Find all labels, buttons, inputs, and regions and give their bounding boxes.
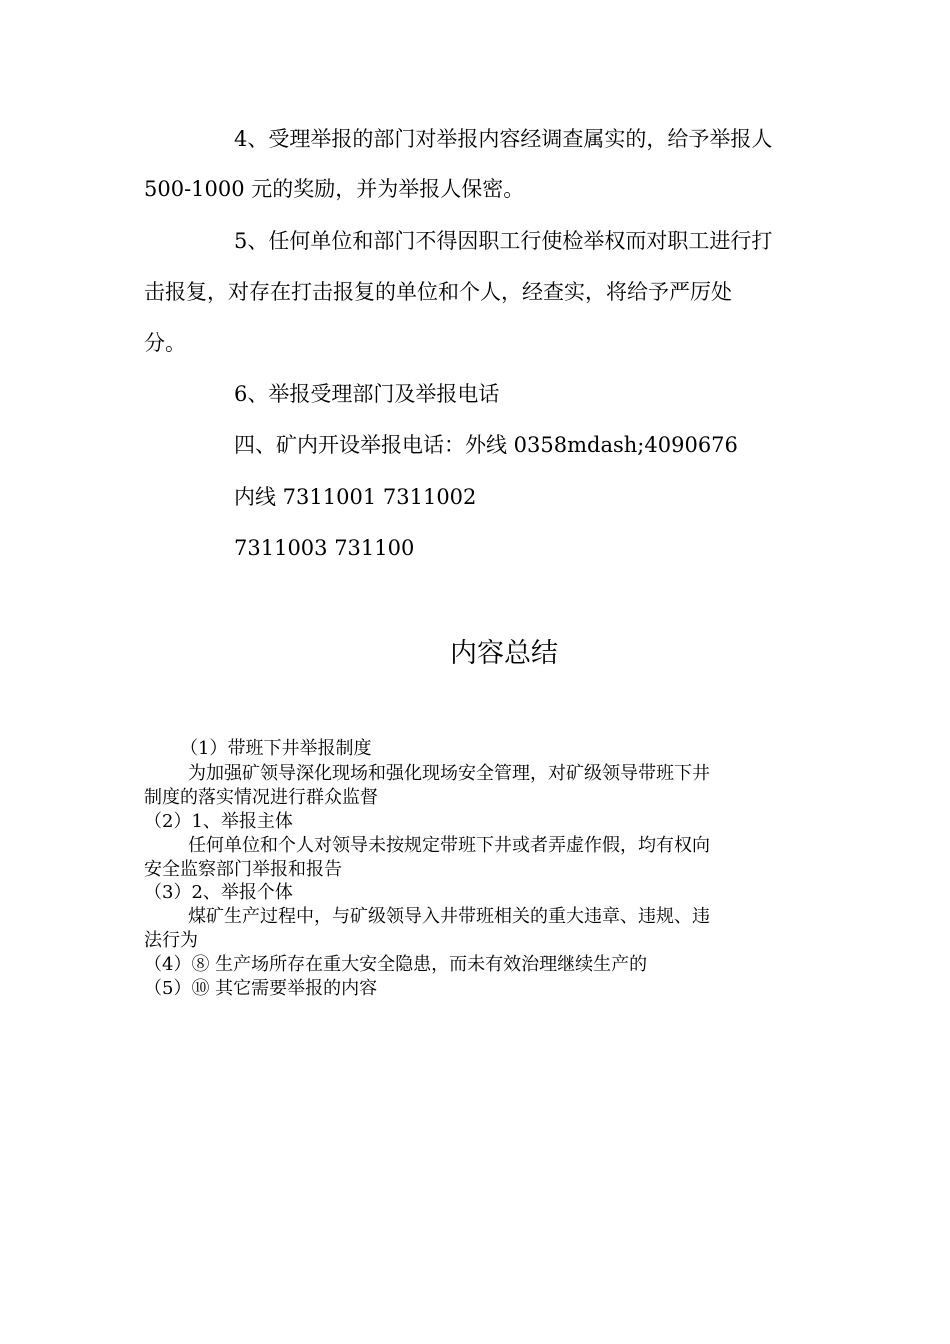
paragraph-4-line-1: 4、受理举报的部门对举报内容经调查属实的，给予举报人 — [234, 127, 773, 151]
summary-item-4: （4）⑧ 生产场所存在重大安全隐患，而未有效治理继续生产的 — [144, 954, 648, 975]
phone-line-3: 7311003 731100 — [234, 536, 415, 560]
summary-item-1-body-line-1: 为加强矿领导深化现场和强化现场安全管理，对矿级领导带班下井 — [188, 763, 710, 784]
summary-item-2-heading: （2）1、举报主体 — [144, 811, 293, 832]
paragraph-5-line-3: 分。 — [144, 331, 186, 355]
paragraph-4-line-2: 500-1000 元的奖励，并为举报人保密。 — [144, 177, 525, 201]
summary-item-5: （5）⑩ 其它需要举报的内容 — [144, 978, 378, 999]
summary-item-3-heading: （3）2、举报个体 — [144, 882, 293, 903]
summary-item-3-body-line-1: 煤矿生产过程中，与矿级领导入井带班相关的重大违章、违规、违 — [188, 906, 710, 927]
summary-item-3-body-line-2: 法行为 — [144, 930, 198, 951]
summary-item-2-body-line-1: 任何单位和个人对领导未按规定带班下井或者弄虚作假，均有权向 — [188, 835, 710, 856]
summary-item-1-body-line-2: 制度的落实情况进行群众监督 — [144, 787, 378, 808]
paragraph-5-line-1: 5、任何单位和部门不得因职工行使检举权而对职工进行打 — [234, 229, 773, 253]
summary-item-2-body-line-2: 安全监察部门举报和报告 — [144, 859, 342, 880]
phone-line-2: 内线 7311001 7311002 — [234, 485, 477, 509]
summary-title: 内容总结 — [450, 638, 558, 669]
phone-line-1: 四、矿内开设举报电话：外线 0358mdash;4090676 — [234, 433, 738, 457]
summary-item-1-heading: （1）带班下井举报制度 — [180, 738, 372, 759]
paragraph-5-line-2: 击报复，对存在打击报复的单位和个人，经查实，将给予严厉处 — [144, 280, 732, 304]
paragraph-6: 6、举报受理部门及举报电话 — [234, 382, 500, 406]
